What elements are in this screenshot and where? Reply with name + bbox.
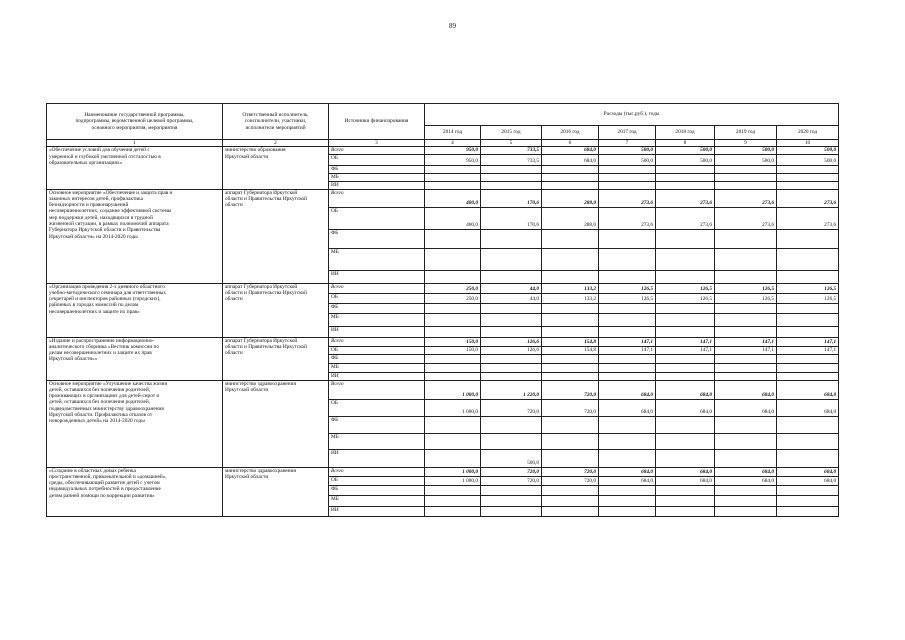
expense-value — [542, 495, 599, 506]
expense-value — [481, 495, 542, 506]
expense-value: 147,1 — [656, 346, 715, 354]
column-index: 4 — [425, 140, 481, 147]
expense-value — [777, 433, 839, 449]
expense-value — [481, 433, 542, 449]
expense-value: 273,6 — [777, 207, 839, 229]
expense-value — [656, 433, 715, 449]
expense-value — [425, 363, 481, 372]
expense-value — [777, 173, 839, 181]
expense-value — [481, 303, 542, 313]
expense-value: 684,0 — [777, 380, 839, 399]
expense-value: 170,6 — [481, 189, 542, 207]
funding-source: ИИ — [329, 270, 425, 283]
expense-value — [599, 449, 656, 467]
expense-value — [425, 372, 481, 380]
expense-value: 273,6 — [777, 189, 839, 207]
expense-value — [542, 372, 599, 380]
expense-value: 126,5 — [777, 283, 839, 293]
expense-value: 950,0 — [425, 154, 481, 165]
expense-value: 684,0 — [715, 476, 777, 485]
expense-value — [715, 416, 777, 433]
expense-value: 1 000,0 — [425, 476, 481, 485]
expense-value — [715, 354, 777, 363]
header-row-top — [47, 104, 839, 126]
expense-value — [425, 313, 481, 326]
activity-name: «Издание и распространение информационно- аналитического сборника «Вестник комиссии по делам несовершеннолетних и защите их прав Иркутской области»» — [47, 337, 223, 380]
expense-value — [599, 326, 656, 337]
expense-value — [656, 449, 715, 467]
responsible-executor: министерство образования Иркутской области — [223, 147, 329, 189]
responsible-executor: министерство здравоохранения Иркутской области — [223, 380, 329, 467]
expense-value: 150,0 — [425, 346, 481, 354]
expense-value — [481, 354, 542, 363]
expense-value — [715, 173, 777, 181]
responsible-executor: министерство здравоохранения Иркутской области — [223, 467, 329, 516]
expense-value — [777, 229, 839, 248]
expense-value — [481, 313, 542, 326]
funding-source: Всего — [329, 380, 425, 399]
table-body — [47, 147, 839, 516]
expense-value — [777, 363, 839, 372]
expense-value: 720,0 — [481, 476, 542, 485]
column-index: 1 — [47, 140, 223, 147]
expense-value — [777, 495, 839, 506]
expense-value: 1 000,0 — [425, 399, 481, 416]
expense-value: 44,0 — [481, 283, 542, 293]
table-row — [47, 380, 839, 399]
expense-value — [777, 506, 839, 516]
expense-value — [656, 326, 715, 337]
expense-value: 500,0 — [777, 154, 839, 165]
expense-value: 273,6 — [656, 189, 715, 207]
expense-value — [715, 506, 777, 516]
expense-value — [425, 485, 481, 495]
expense-value — [777, 165, 839, 173]
header-responsible: Ответственный исполнитель, соисполнители, участники, исполнители мероприятий — [223, 104, 329, 140]
funding-source: ФБ — [329, 165, 425, 173]
expense-value — [599, 270, 656, 283]
expense-value: 720,0 — [481, 399, 542, 416]
expense-value: 720,0 — [542, 380, 599, 399]
expense-value: 684,0 — [599, 380, 656, 399]
expense-value — [481, 416, 542, 433]
expense-value: 733,5 — [481, 154, 542, 165]
expense-value: 154,8 — [542, 337, 599, 346]
expense-value: 720,0 — [481, 467, 542, 476]
expense-value — [599, 173, 656, 181]
expense-value — [715, 313, 777, 326]
expense-value: 126,6 — [481, 346, 542, 354]
expense-value: 500,0 — [656, 154, 715, 165]
funding-source: Всего — [329, 147, 425, 154]
expense-value: 147,1 — [777, 337, 839, 346]
expense-value: 684,0 — [599, 467, 656, 476]
expense-value: 273,6 — [715, 189, 777, 207]
expense-value — [656, 248, 715, 270]
expense-value: 684,0 — [599, 476, 656, 485]
expense-value: 133,2 — [542, 293, 599, 303]
expense-value: 500,0 — [715, 154, 777, 165]
expense-value — [715, 433, 777, 449]
expense-value — [599, 433, 656, 449]
expense-value: 126,5 — [656, 293, 715, 303]
expense-value — [777, 181, 839, 189]
expense-value — [599, 485, 656, 495]
expense-value — [656, 416, 715, 433]
expense-value: 500,0 — [481, 449, 542, 467]
expense-value: 288,0 — [542, 207, 599, 229]
expense-value — [777, 372, 839, 380]
table-row — [47, 283, 839, 293]
expense-value — [425, 449, 481, 467]
expense-value — [599, 165, 656, 173]
responsible-executor: аппарат Губернатора Иркутской области и Правительства Иркутской области — [223, 189, 329, 283]
expense-value — [481, 326, 542, 337]
expense-value: 684,0 — [715, 399, 777, 416]
column-index: 8 — [656, 140, 715, 147]
expense-value — [715, 229, 777, 248]
expense-value: 720,0 — [542, 467, 599, 476]
expense-value — [656, 485, 715, 495]
year-header: 2016 год — [542, 126, 599, 140]
expense-value: 684,0 — [715, 380, 777, 399]
expense-value — [481, 173, 542, 181]
expense-value: 733,5 — [481, 147, 542, 154]
expense-value — [425, 506, 481, 516]
expense-value — [599, 495, 656, 506]
expense-value — [542, 506, 599, 516]
expense-value — [481, 485, 542, 495]
expense-value — [542, 449, 599, 467]
expense-value — [425, 433, 481, 449]
expense-value: 147,1 — [656, 337, 715, 346]
expense-value — [715, 165, 777, 173]
header-source: Источники финансирования — [329, 104, 425, 140]
expense-value — [425, 495, 481, 506]
expense-value: 126,5 — [715, 283, 777, 293]
expense-value — [542, 313, 599, 326]
funding-source: ОБ — [329, 293, 425, 303]
funding-source: ИИ — [329, 181, 425, 189]
expense-value: 684,0 — [542, 147, 599, 154]
table-row — [47, 189, 839, 207]
expense-value — [715, 270, 777, 283]
funding-source: ИИ — [329, 449, 425, 467]
expense-value: 500,0 — [656, 147, 715, 154]
expense-value — [777, 449, 839, 467]
expense-value: 147,1 — [715, 346, 777, 354]
header-name: Наименование государственной программы, подпрограммы, ведомственной целевой программы, основного мероприятия, мероприятия — [47, 104, 223, 140]
expense-value — [542, 165, 599, 173]
expense-value — [425, 173, 481, 181]
expense-value — [777, 270, 839, 283]
expense-value: 400,0 — [425, 207, 481, 229]
expense-value — [425, 354, 481, 363]
expense-value: 500,0 — [599, 147, 656, 154]
expense-value — [715, 495, 777, 506]
expense-value — [425, 165, 481, 173]
expense-value: 126,6 — [481, 337, 542, 346]
funding-source: ОБ — [329, 154, 425, 165]
funding-source: ОБ — [329, 346, 425, 354]
expense-value — [542, 270, 599, 283]
year-header: 2015 год — [481, 126, 542, 140]
expense-value: 273,6 — [656, 207, 715, 229]
expense-value — [656, 181, 715, 189]
expense-value: 126,5 — [599, 283, 656, 293]
expense-value — [425, 303, 481, 313]
funding-source: МБ — [329, 433, 425, 449]
funding-source: Всего — [329, 189, 425, 207]
funding-source: МБ — [329, 363, 425, 372]
table-row — [47, 467, 839, 476]
activity-name: «Организация проведения 2-х дневного областного учебно-методического семинара для ответственных секретарей и инспекторов районных (городских), районных в городах комиссий по делам несовершеннолетних и защите их прав» — [47, 283, 223, 337]
expense-value — [599, 229, 656, 248]
expense-value — [425, 229, 481, 248]
header-expenses: Расходы (тыс.руб.), годы — [425, 104, 839, 126]
funding-source: МБ — [329, 173, 425, 181]
expense-value — [542, 181, 599, 189]
year-header: 2020 год — [777, 126, 839, 140]
expense-value: 273,6 — [715, 207, 777, 229]
expense-value — [599, 372, 656, 380]
expense-value — [656, 354, 715, 363]
expense-value — [481, 363, 542, 372]
funding-source: ФБ — [329, 354, 425, 363]
expense-value: 288,0 — [542, 189, 599, 207]
column-index: 6 — [542, 140, 599, 147]
funding-source: ОБ — [329, 476, 425, 485]
expense-value: 684,0 — [599, 399, 656, 416]
expense-value — [599, 248, 656, 270]
expense-value: 684,0 — [656, 476, 715, 485]
funding-source: ИИ — [329, 326, 425, 337]
funding-source: ФБ — [329, 416, 425, 433]
activity-name: Основное мероприятие «Улучшение качества жизни детей, оставшихся без попечения родителей, проживающих в организациях для детей-сирот и детей, оставшихся без попечения родителей, подведомственных министерству здравоохранения Иркутской области. Профилактика отказов от новорожденных детей» на 2014-2020 годы — [47, 380, 223, 467]
expense-value: 154,8 — [542, 346, 599, 354]
expense-value — [656, 313, 715, 326]
expense-value: 250,0 — [425, 293, 481, 303]
expense-value: 720,0 — [542, 476, 599, 485]
funding-source: МБ — [329, 248, 425, 270]
expense-value — [542, 229, 599, 248]
funding-source: ОБ — [329, 207, 425, 229]
expense-value — [599, 416, 656, 433]
column-index: 10 — [777, 140, 839, 147]
activity-name: «Создание в областных домах ребенка пространственной, привлекательной и «домашней», среды, обеспечивающей развитие детей с учетом индивидуальных потребностей и предоставление детям ранней помощи по коррекции развития» — [47, 467, 223, 516]
expense-value — [715, 303, 777, 313]
column-index: 5 — [481, 140, 542, 147]
funding-source: ФБ — [329, 485, 425, 495]
expense-value — [425, 270, 481, 283]
expense-value — [599, 354, 656, 363]
expense-value — [481, 270, 542, 283]
column-index: 9 — [715, 140, 777, 147]
expense-value — [715, 485, 777, 495]
expense-value — [481, 229, 542, 248]
expense-value — [481, 181, 542, 189]
expense-value — [599, 181, 656, 189]
expense-value — [425, 248, 481, 270]
expense-value — [777, 354, 839, 363]
expense-value: 720,0 — [542, 399, 599, 416]
expense-value — [481, 248, 542, 270]
funding-source: Всего — [329, 467, 425, 476]
expense-value: 684,0 — [656, 380, 715, 399]
column-index: 3 — [329, 140, 425, 147]
expense-value: 950,0 — [425, 147, 481, 154]
expense-value — [777, 485, 839, 495]
funding-source: ФБ — [329, 303, 425, 313]
expense-value — [481, 372, 542, 380]
expense-value — [481, 165, 542, 173]
funding-source: Всего — [329, 337, 425, 346]
funding-source: ИИ — [329, 372, 425, 380]
funding-source: МБ — [329, 495, 425, 506]
column-index-row — [47, 140, 839, 147]
expense-value — [542, 363, 599, 372]
expense-value — [599, 363, 656, 372]
expense-value — [715, 372, 777, 380]
expense-value: 684,0 — [777, 476, 839, 485]
expense-value — [715, 326, 777, 337]
expense-value: 126,5 — [715, 293, 777, 303]
activity-name: Основное мероприятие «Обеспечение и защита прав и законных интересов детей, профилактика безнадзорности и правонарушений несовершеннолетних, создание эффективной системы мер поддержки детей, находящихся в трудной жизненной ситуации, в рамках полномочий аппарата Губернатора Иркутской области и Правительства Иркутской области» на 2014-2020 годы — [47, 189, 223, 283]
year-header: 2018 год — [656, 126, 715, 140]
expenditure-table — [46, 103, 839, 517]
expense-value: 250,0 — [425, 283, 481, 293]
expense-value: 500,0 — [715, 147, 777, 154]
expense-value — [542, 416, 599, 433]
expense-value: 1 000,0 — [425, 467, 481, 476]
expense-value — [542, 326, 599, 337]
expense-value — [777, 416, 839, 433]
expense-value: 1 000,0 — [425, 380, 481, 399]
expense-value — [656, 495, 715, 506]
expense-value — [656, 173, 715, 181]
page-number: 89 — [449, 22, 456, 30]
expense-value — [425, 181, 481, 189]
expense-value — [542, 173, 599, 181]
expense-value: 133,2 — [542, 283, 599, 293]
expense-value — [599, 313, 656, 326]
expense-value — [777, 326, 839, 337]
expense-value: 684,0 — [777, 399, 839, 416]
expense-value — [542, 433, 599, 449]
year-header: 2014 год — [425, 126, 481, 140]
expense-value — [542, 485, 599, 495]
expense-value: 273,6 — [599, 207, 656, 229]
table-row — [47, 147, 839, 154]
expense-value — [542, 303, 599, 313]
column-index: 7 — [599, 140, 656, 147]
expense-value — [777, 248, 839, 270]
expense-value — [715, 248, 777, 270]
expense-value — [599, 506, 656, 516]
responsible-executor: аппарат Губернатора Иркутской области и Правительства Иркутской области — [223, 337, 329, 380]
expense-value: 273,6 — [599, 189, 656, 207]
expense-value: 500,0 — [777, 147, 839, 154]
expense-value — [715, 449, 777, 467]
expense-value: 684,0 — [715, 467, 777, 476]
expense-value: 126,5 — [656, 283, 715, 293]
expense-value — [656, 303, 715, 313]
expense-value: 684,0 — [656, 399, 715, 416]
year-header: 2019 год — [715, 126, 777, 140]
expense-value — [656, 506, 715, 516]
expense-value — [656, 363, 715, 372]
funding-source: ОБ — [329, 399, 425, 416]
expense-value: 170,6 — [481, 207, 542, 229]
expense-value — [425, 326, 481, 337]
responsible-executor: аппарат Губернатора Иркутской области и Правительства Иркутской области — [223, 283, 329, 337]
expense-value: 1 220,0 — [481, 380, 542, 399]
table-row — [47, 337, 839, 346]
expense-value — [656, 165, 715, 173]
expense-value: 147,1 — [777, 346, 839, 354]
expense-value: 684,0 — [656, 467, 715, 476]
year-header: 2017 год — [599, 126, 656, 140]
expense-value: 150,0 — [425, 337, 481, 346]
expense-value — [715, 363, 777, 372]
expense-value — [656, 270, 715, 283]
expense-value — [656, 372, 715, 380]
expense-value — [542, 354, 599, 363]
expense-value: 44,0 — [481, 293, 542, 303]
expense-value: 147,1 — [599, 346, 656, 354]
expense-value — [481, 506, 542, 516]
expense-value: 400,0 — [425, 189, 481, 207]
expense-value: 684,0 — [777, 467, 839, 476]
funding-source: МБ — [329, 313, 425, 326]
funding-source: ИИ — [329, 506, 425, 516]
expense-value — [599, 303, 656, 313]
expense-value: 684,0 — [542, 154, 599, 165]
column-index: 2 — [223, 140, 329, 147]
expense-value — [542, 248, 599, 270]
expense-value: 147,1 — [715, 337, 777, 346]
expense-value — [715, 181, 777, 189]
activity-name: «Обеспечение условий для обучения детей с умеренной и глубокой умственной отсталостью в образовательных организациях» — [47, 147, 223, 189]
funding-source: ФБ — [329, 229, 425, 248]
expense-value — [777, 313, 839, 326]
expense-value: 147,1 — [599, 337, 656, 346]
expense-value: 126,5 — [599, 293, 656, 303]
expense-value — [425, 416, 481, 433]
expense-value — [777, 303, 839, 313]
funding-source: Всего — [329, 283, 425, 293]
expense-value: 126,5 — [777, 293, 839, 303]
expense-value: 500,0 — [599, 154, 656, 165]
expense-value — [656, 229, 715, 248]
